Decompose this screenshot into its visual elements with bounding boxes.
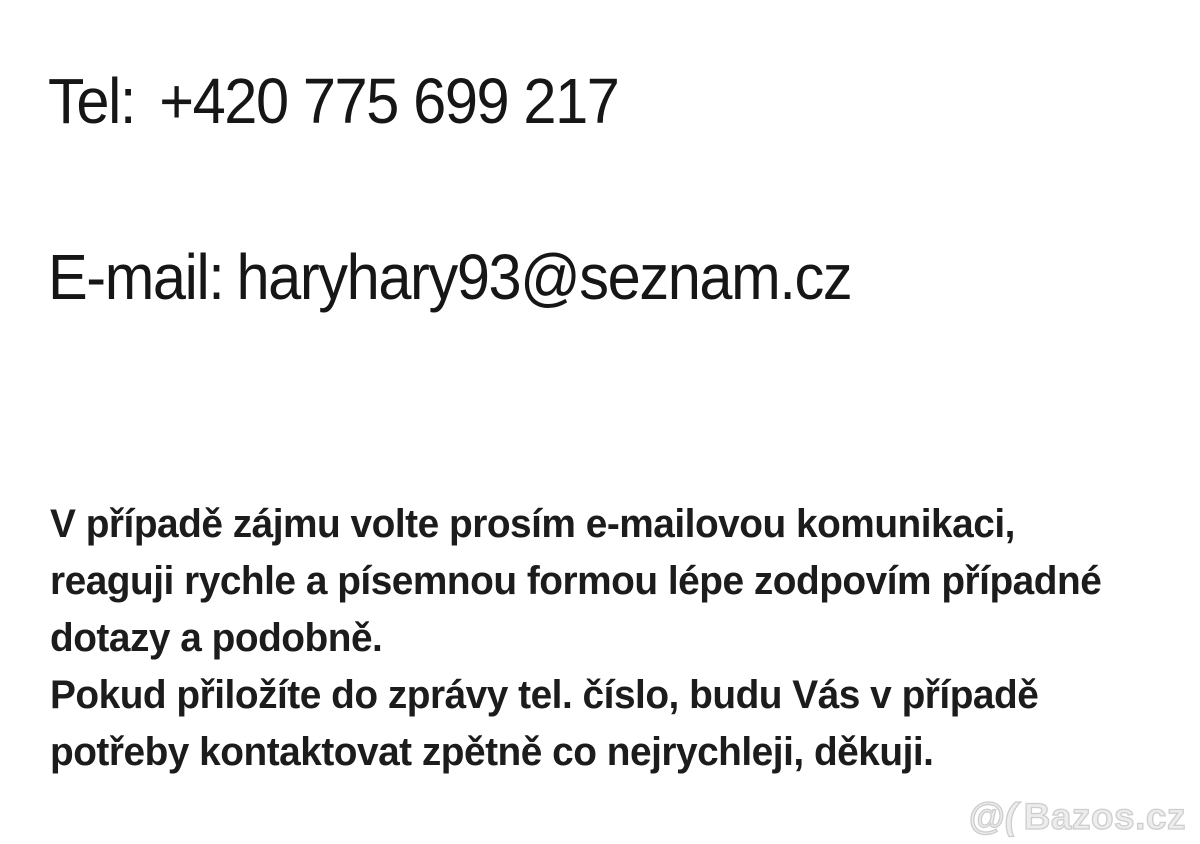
note-line: V případě zájmu volte prosím e-mailovou komunikaci, [50,502,1015,546]
email-line [48,240,851,314]
note-line: reaguji rychle a písemnou formou lépe zodpovím případné [50,559,1102,603]
phone-label: Tel: [48,65,136,137]
note-line: potřeby kontaktovat zpětně co nejrychleji, děkuji. [50,730,934,774]
bazos-watermark-text: Bazos.cz [1023,796,1186,837]
note-line: Pokud přiložíte do zprávy tel. číslo, budu Vás v případě [50,673,1039,717]
phone-number: +420 775 699 217 [159,65,619,137]
bazos-watermark [968,796,1186,838]
bazos-logo-icon: @( [968,796,1018,837]
email-label: E-mail: [48,241,224,313]
note-paragraph [50,496,1101,781]
phone-line [48,64,618,138]
email-address: haryhary93@seznam.cz [236,241,852,313]
note-line: dotazy a podobně. [50,616,383,660]
